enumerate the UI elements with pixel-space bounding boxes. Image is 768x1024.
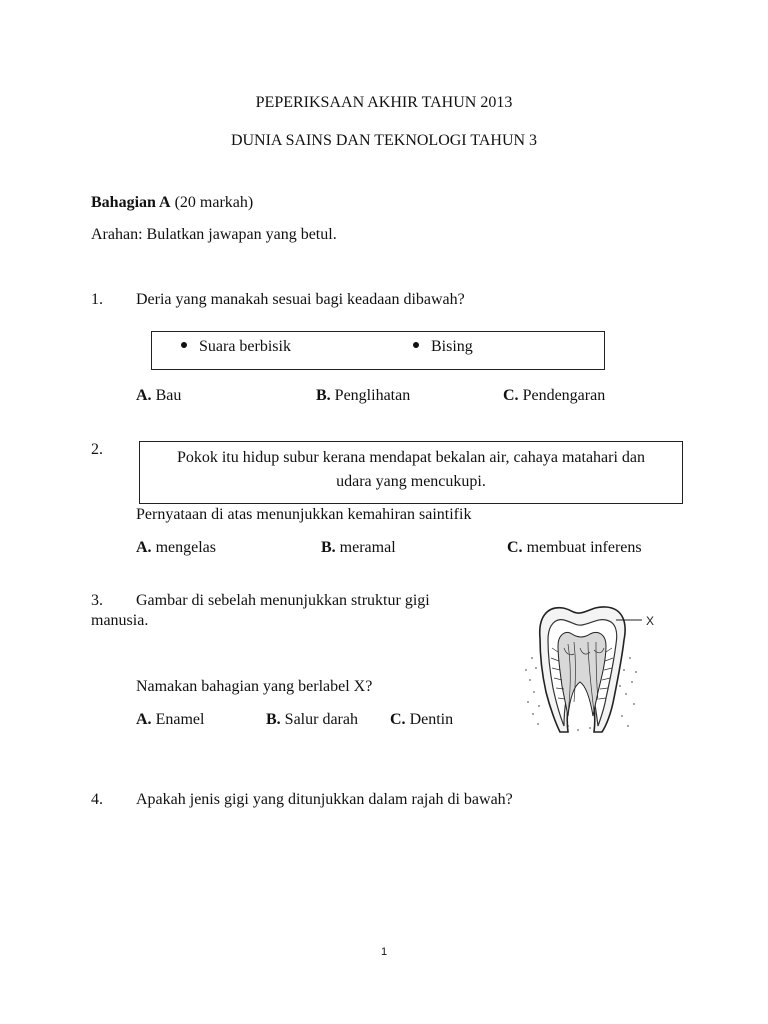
q3-option-a[interactable]: A. Enamel: [136, 711, 205, 728]
q2-statement-box: [139, 441, 683, 504]
exam-subtitle: DUNIA SAINS DAN TEKNOLOGI TAHUN 3: [230, 132, 538, 149]
bullet-icon: [181, 342, 187, 348]
q3-number: 3.: [91, 592, 103, 609]
q2-option-a[interactable]: A. mengelas: [136, 539, 216, 556]
bullet-icon: [413, 342, 419, 348]
q2-text: Pernyataan di atas menunjukkan kemahiran saintifik: [136, 506, 472, 523]
q1-option-b[interactable]: B. Penglihatan: [316, 387, 411, 404]
q2-option-c[interactable]: C. membuat inferens: [507, 539, 642, 556]
q1-number: 1.: [91, 291, 103, 308]
q2-statement-line2: udara yang mencukupi.: [336, 473, 486, 490]
q3-option-c[interactable]: C. Dentin: [390, 711, 454, 728]
section-name: Bahagian A: [91, 194, 171, 211]
q2-number: 2.: [91, 441, 103, 458]
section-marks: (20 markah): [174, 194, 254, 211]
q3-text-line2: manusia.: [91, 612, 149, 629]
q1-text: Deria yang manakah sesuai bagi keadaan dibawah?: [136, 291, 465, 308]
page-number: 1: [380, 946, 388, 958]
label-x: X: [646, 614, 655, 628]
q1-option-a[interactable]: A. Bau: [136, 387, 182, 404]
q4-number: 4.: [91, 791, 103, 808]
q4-text: Apakah jenis gigi yang ditunjukkan dalam rajah di bawah?: [136, 791, 513, 808]
q1-box-item: Suara berbisik: [181, 338, 291, 356]
q3-option-b[interactable]: B. Salur darah: [266, 711, 358, 728]
q2-statement-line1: Pokok itu hidup subur kerana mendapat bekalan air, cahaya matahari dan: [176, 449, 646, 466]
q1-box-item: Bising: [413, 338, 473, 356]
q3-prompt: Namakan bahagian yang berlabel X?: [136, 678, 373, 695]
exam-title: PEPERIKSAAN AKHIR TAHUN 2013: [255, 94, 513, 111]
q3-text-line1: Gambar di sebelah menunjukkan struktur gigi: [136, 592, 430, 609]
section-instruction: Arahan: Bulatkan jawapan yang betul.: [91, 226, 337, 243]
tooth-structure-figure: [518, 598, 668, 738]
q1-situation-box: [151, 331, 605, 370]
section-heading: [91, 194, 253, 212]
q2-option-b[interactable]: B. meramal: [321, 539, 396, 556]
q1-option-c[interactable]: C. Pendengaran: [503, 387, 606, 404]
